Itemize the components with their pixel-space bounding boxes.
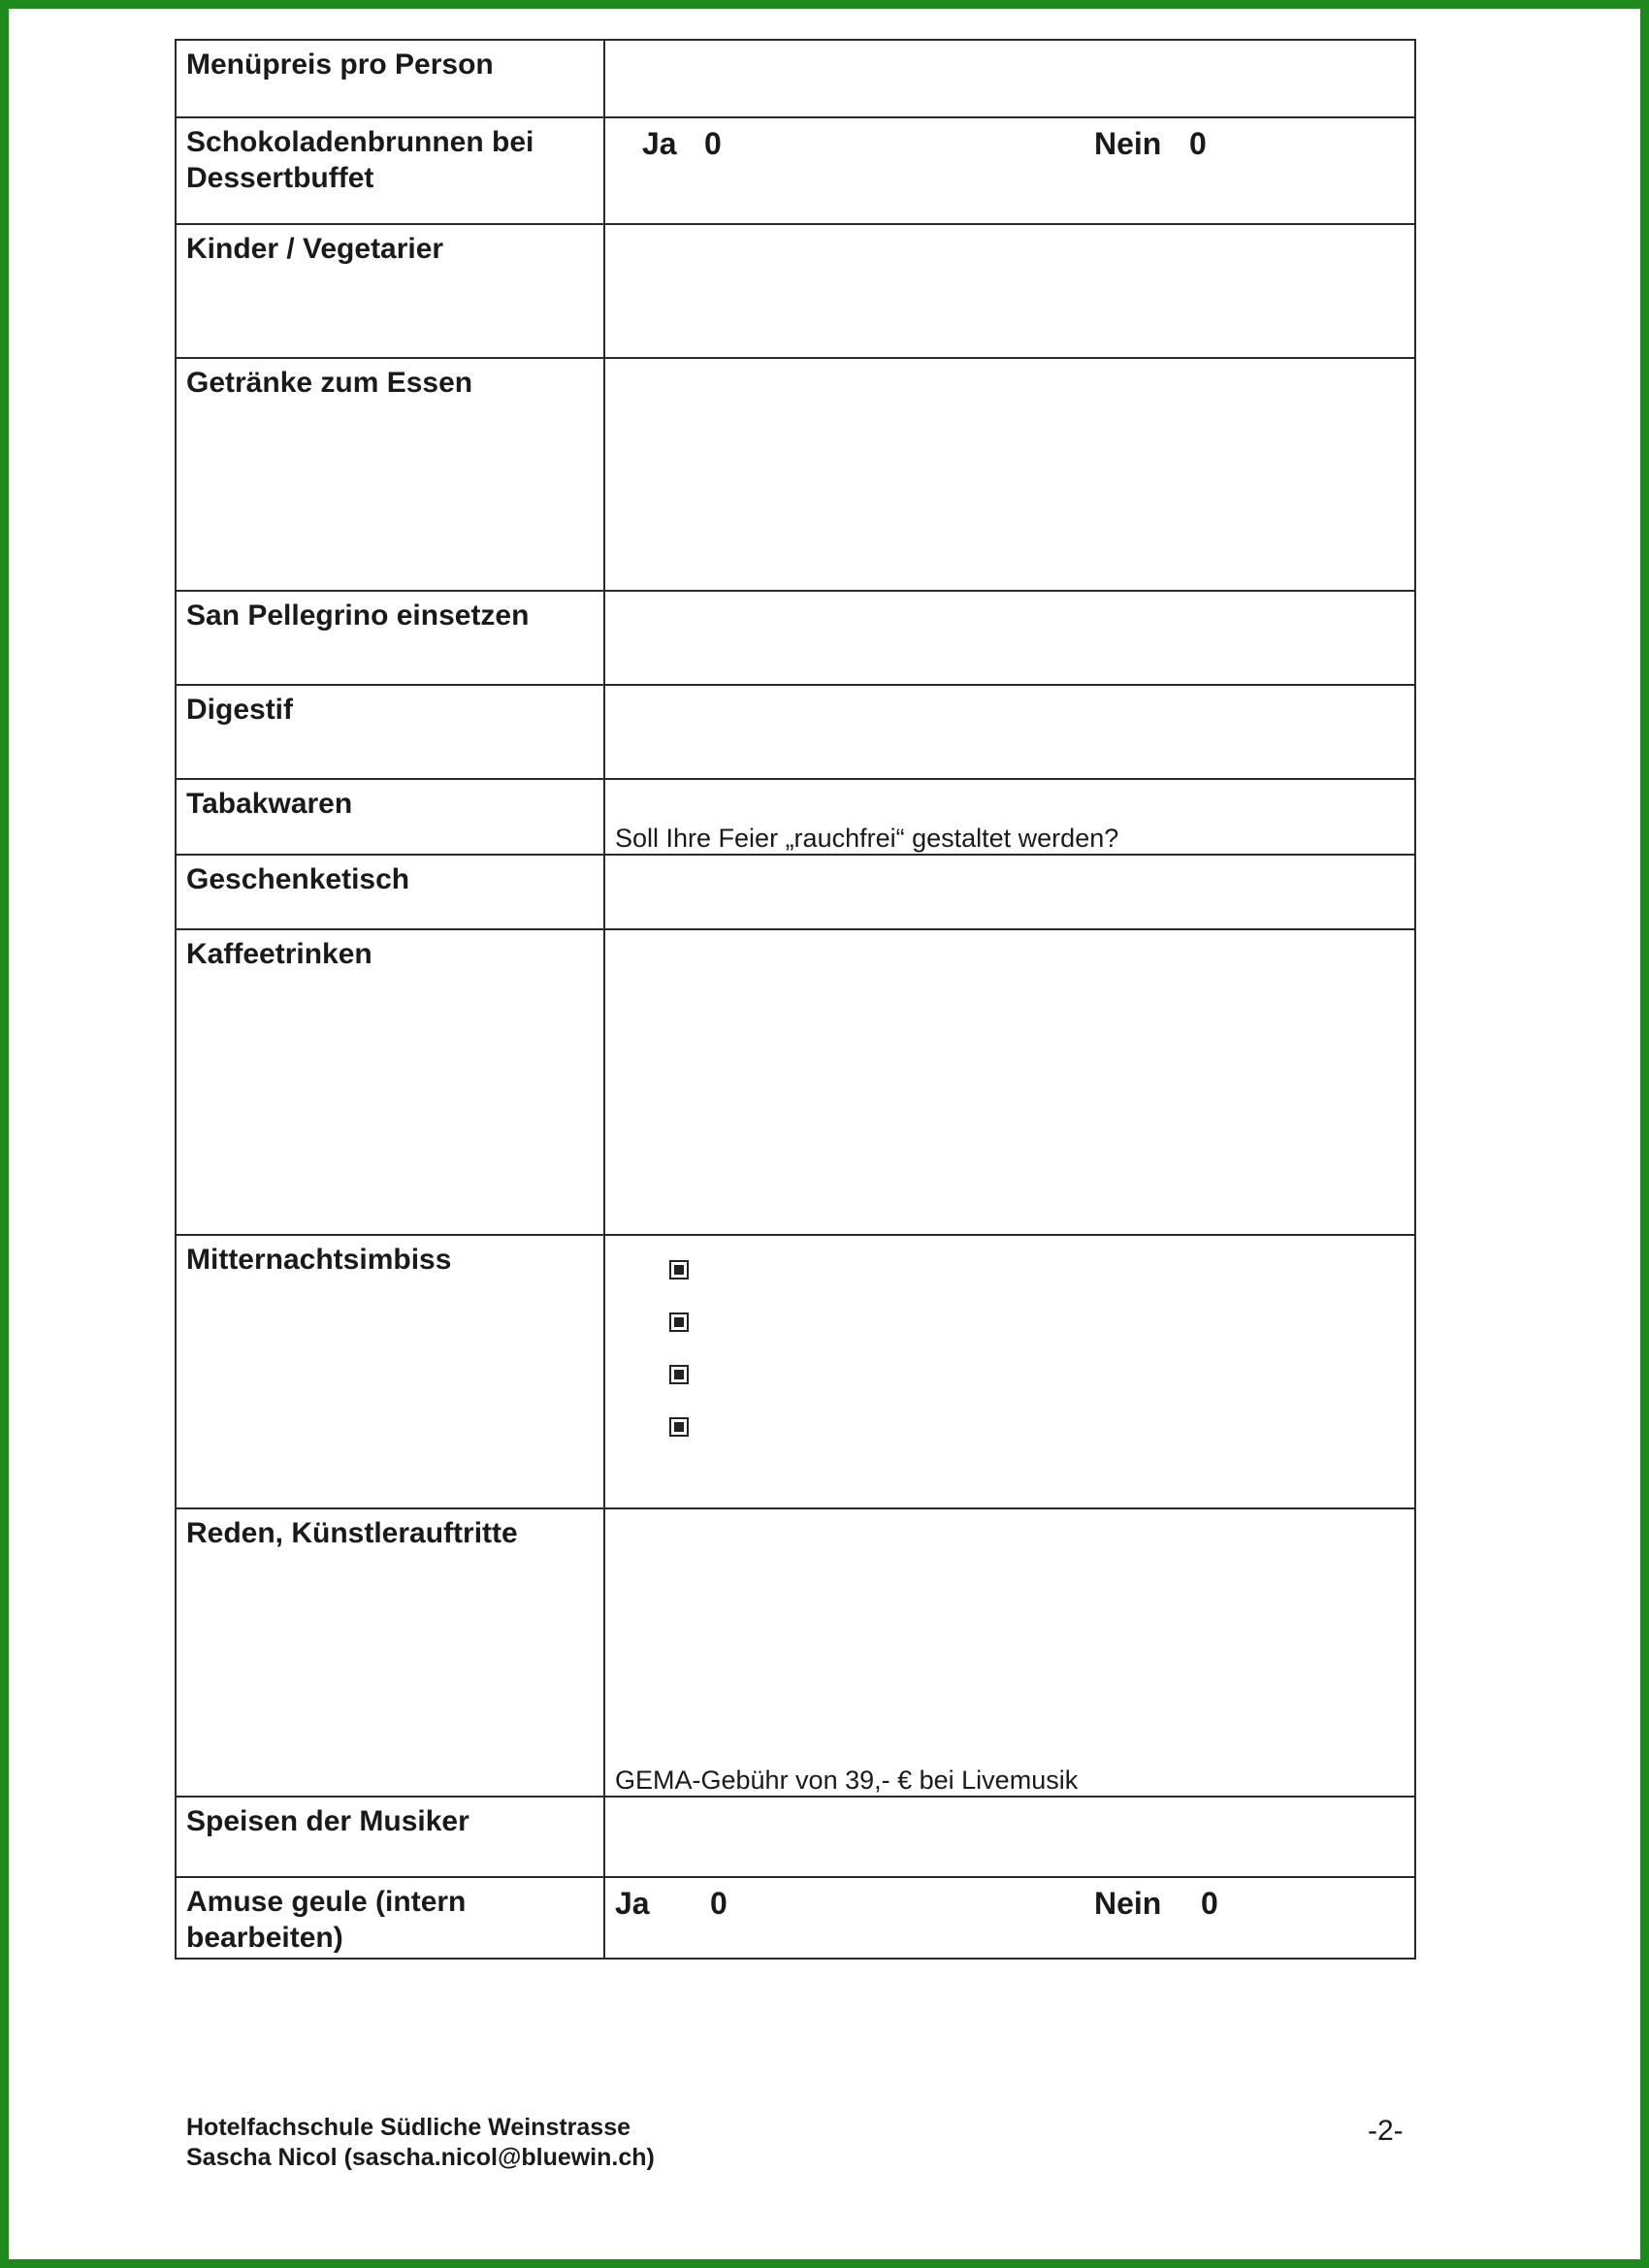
schokoladenbrunnen-field[interactable]	[604, 117, 1415, 224]
footer-author: Sascha Nicol (sascha.nicol@bluewin.ch)	[186, 2144, 655, 2171]
geschenketisch-field[interactable]	[604, 855, 1415, 929]
row-schokoladenbrunnen	[176, 117, 1415, 224]
row-label: Kaffeetrinken	[186, 938, 372, 970]
footer-school: Hotelfachschule Südliche Weinstrasse	[186, 2114, 631, 2141]
amuse-geule-field[interactable]	[604, 1877, 1415, 1959]
row-label: Menüpreis pro Person	[186, 49, 494, 81]
ja-value[interactable]: 0	[704, 126, 722, 161]
reden-kuenstler-field[interactable]	[604, 1508, 1415, 1797]
row-amuse-geule	[176, 1877, 1415, 1959]
nein-label: Nein	[1094, 1886, 1162, 1921]
row-label: Tabakwaren	[186, 788, 353, 820]
checkbox-option-2[interactable]	[669, 1312, 689, 1332]
gema-note: GEMA-Gebühr von 39,- € bei Livemusik	[615, 1766, 1079, 1795]
nein-value[interactable]: 0	[1201, 1886, 1218, 1921]
nein-value[interactable]: 0	[1189, 126, 1207, 161]
ja-label: Ja	[642, 126, 677, 161]
ja-label: Ja	[615, 1886, 650, 1921]
tabakwaren-field[interactable]	[604, 779, 1415, 855]
checkbox-option-1[interactable]	[669, 1260, 689, 1280]
row-menuepreis	[176, 40, 1415, 117]
rauchfrei-note: Soll Ihre Feier „rauchfrei“ gestaltet werden?	[615, 824, 1119, 853]
nein-label: Nein	[1094, 126, 1162, 161]
row-san-pellegrino	[176, 591, 1415, 685]
checkbox-option-4[interactable]	[669, 1417, 689, 1437]
row-label: Getränke zum Essen	[186, 367, 473, 399]
kaffeetrinken-field[interactable]	[604, 929, 1415, 1235]
speisen-musiker-field[interactable]	[604, 1797, 1415, 1877]
row-reden-kuenstler	[176, 1508, 1415, 1797]
row-digestif	[176, 685, 1415, 779]
row-label: Reden, Künstlerauftritte	[186, 1517, 518, 1549]
row-label: Mitternachtsimbiss	[186, 1244, 452, 1276]
mitternachtsimbiss-field[interactable]	[604, 1235, 1415, 1508]
row-label: Kinder / Vegetarier	[186, 233, 444, 265]
row-label: San Pellegrino einsetzen	[186, 599, 530, 632]
row-kinder-vegetarier	[176, 224, 1415, 358]
row-mitternachtsimbiss	[176, 1235, 1415, 1508]
row-speisen-musiker	[176, 1797, 1415, 1877]
row-tabakwaren	[176, 779, 1415, 855]
event-form-table	[175, 39, 1416, 1960]
ja-value[interactable]: 0	[710, 1886, 728, 1921]
getraenke-field[interactable]	[604, 358, 1415, 591]
digestif-field[interactable]	[604, 685, 1415, 779]
row-label: Schokoladenbrunnen bei Dessertbuffet	[186, 126, 534, 194]
kinder-vegetarier-field[interactable]	[604, 224, 1415, 358]
row-getraenke	[176, 358, 1415, 591]
row-geschenketisch	[176, 855, 1415, 929]
page-number: -2-	[1368, 2115, 1404, 2147]
row-label: Geschenketisch	[186, 863, 410, 895]
san-pellegrino-field[interactable]	[604, 591, 1415, 685]
row-label: Digestif	[186, 694, 294, 726]
row-label: Amuse geule (intern bearbeiten)	[186, 1886, 467, 1954]
row-kaffeetrinken	[176, 929, 1415, 1235]
menuepreis-field[interactable]	[604, 40, 1415, 117]
checkbox-option-3[interactable]	[669, 1365, 689, 1384]
row-label: Speisen der Musiker	[186, 1805, 469, 1837]
footer-contact	[186, 2113, 655, 2173]
